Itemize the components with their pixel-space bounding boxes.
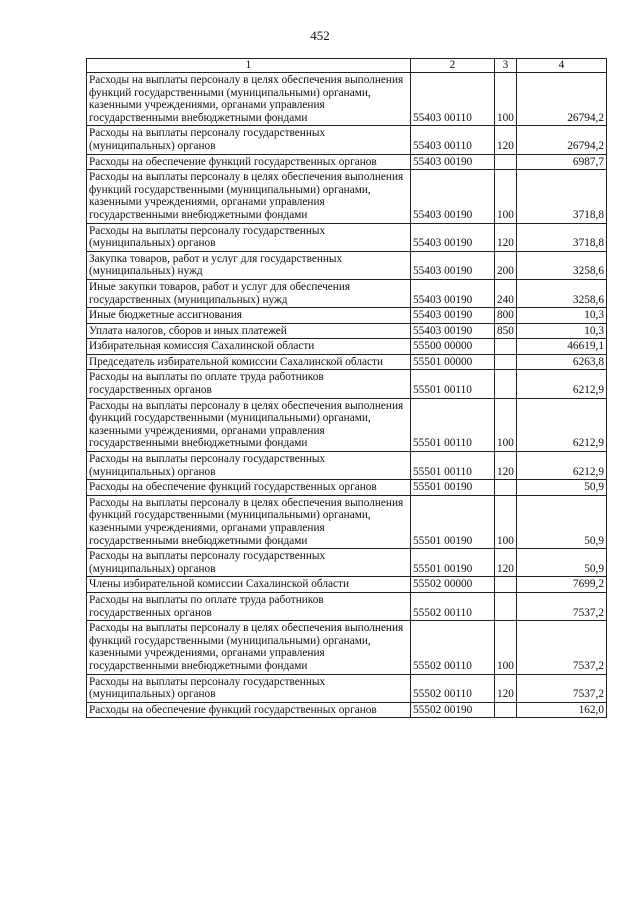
row-name: Председатель избирательной комиссии Сахалинской области <box>87 354 411 370</box>
row-expense-type: 200 <box>495 251 517 279</box>
row-expense-type <box>495 702 517 718</box>
table-row <box>87 398 607 451</box>
row-code: 55403 00190 <box>411 154 495 170</box>
row-amount: 46619,1 <box>517 339 607 355</box>
table-row <box>87 592 607 620</box>
row-name: Расходы на обеспечение функций государственных органов <box>87 702 411 718</box>
row-name: Расходы на выплаты по оплате труда работников государственных органов <box>87 592 411 620</box>
row-expense-type <box>495 480 517 496</box>
column-header-3: 3 <box>495 59 517 73</box>
row-name: Закупка товаров, работ и услуг для государственных (муниципальных) нужд <box>87 251 411 279</box>
row-code: 55501 00110 <box>411 370 495 398</box>
budget-table <box>86 58 607 718</box>
table-row <box>87 549 607 577</box>
table-row <box>87 279 607 307</box>
table-row <box>87 354 607 370</box>
row-code: 55403 00190 <box>411 170 495 223</box>
row-expense-type: 120 <box>495 549 517 577</box>
row-expense-type: 100 <box>495 398 517 451</box>
column-header-4: 4 <box>517 59 607 73</box>
row-name: Уплата налогов, сборов и иных платежей <box>87 323 411 339</box>
row-amount: 7537,2 <box>517 592 607 620</box>
row-code: 55500 00000 <box>411 339 495 355</box>
row-amount: 3258,6 <box>517 279 607 307</box>
page-number: 452 <box>310 28 330 43</box>
row-name: Расходы на выплаты персоналу государственных (муниципальных) органов <box>87 674 411 702</box>
row-code: 55501 00190 <box>411 549 495 577</box>
table-row <box>87 702 607 718</box>
row-code: 55403 00190 <box>411 308 495 324</box>
row-code: 55501 00000 <box>411 354 495 370</box>
row-amount: 6263,8 <box>517 354 607 370</box>
row-code: 55502 00190 <box>411 702 495 718</box>
row-name: Расходы на выплаты персоналу государственных (муниципальных) органов <box>87 452 411 480</box>
row-amount: 3258,6 <box>517 251 607 279</box>
table-header-row <box>87 59 607 73</box>
row-code: 55502 00000 <box>411 577 495 593</box>
row-expense-type <box>495 154 517 170</box>
table-row <box>87 126 607 154</box>
row-code: 55403 00190 <box>411 279 495 307</box>
row-amount: 50,9 <box>517 549 607 577</box>
table-row <box>87 370 607 398</box>
row-amount: 26794,2 <box>517 73 607 126</box>
row-expense-type <box>495 370 517 398</box>
row-amount: 10,3 <box>517 308 607 324</box>
row-expense-type <box>495 577 517 593</box>
row-code: 55501 00190 <box>411 495 495 548</box>
row-code: 55502 00110 <box>411 621 495 674</box>
row-expense-type: 100 <box>495 170 517 223</box>
row-amount: 6212,9 <box>517 398 607 451</box>
row-expense-type <box>495 339 517 355</box>
table-row <box>87 170 607 223</box>
row-amount: 26794,2 <box>517 126 607 154</box>
row-name: Расходы на выплаты персоналу в целях обеспечения выполнения функций государственными (муниципальными) органами, казенными учреждениями, органами управления государственными внебюджетными фондами <box>87 73 411 126</box>
row-name: Расходы на выплаты по оплате труда работников государственных органов <box>87 370 411 398</box>
row-name: Расходы на выплаты персоналу государственных (муниципальных) органов <box>87 549 411 577</box>
table-row <box>87 495 607 548</box>
table-row <box>87 674 607 702</box>
row-expense-type: 100 <box>495 73 517 126</box>
row-name: Избирательная комиссия Сахалинской области <box>87 339 411 355</box>
table-row <box>87 223 607 251</box>
row-amount: 3718,8 <box>517 170 607 223</box>
row-name: Расходы на выплаты персоналу в целях обеспечения выполнения функций государственными (муниципальными) органами, казенными учреждениями, органами управления государственными внебюджетными фондами <box>87 170 411 223</box>
row-amount: 162,0 <box>517 702 607 718</box>
row-name: Расходы на выплаты персоналу государственных (муниципальных) органов <box>87 126 411 154</box>
table-row <box>87 480 607 496</box>
row-amount: 7537,2 <box>517 621 607 674</box>
row-name: Расходы на выплаты персоналу государственных (муниципальных) органов <box>87 223 411 251</box>
row-amount: 10,3 <box>517 323 607 339</box>
table-row <box>87 308 607 324</box>
row-name: Иные закупки товаров, работ и услуг для обеспечения государственных (муниципальных) нужд <box>87 279 411 307</box>
row-code: 55403 00110 <box>411 73 495 126</box>
row-name: Расходы на обеспечение функций государственных органов <box>87 480 411 496</box>
row-name: Иные бюджетные ассигнования <box>87 308 411 324</box>
table-row <box>87 452 607 480</box>
row-amount: 6212,9 <box>517 452 607 480</box>
row-expense-type <box>495 354 517 370</box>
row-amount: 6987,7 <box>517 154 607 170</box>
row-name: Расходы на обеспечение функций государственных органов <box>87 154 411 170</box>
row-expense-type: 240 <box>495 279 517 307</box>
row-expense-type: 120 <box>495 126 517 154</box>
table-row <box>87 339 607 355</box>
table-row <box>87 73 607 126</box>
row-name: Члены избирательной комиссии Сахалинской области <box>87 577 411 593</box>
row-code: 55501 00190 <box>411 480 495 496</box>
row-code: 55502 00110 <box>411 592 495 620</box>
row-expense-type: 120 <box>495 674 517 702</box>
row-code: 55502 00110 <box>411 674 495 702</box>
row-expense-type: 120 <box>495 223 517 251</box>
column-header-1: 1 <box>87 59 411 73</box>
table-row <box>87 577 607 593</box>
row-expense-type: 800 <box>495 308 517 324</box>
row-amount: 6212,9 <box>517 370 607 398</box>
row-expense-type: 850 <box>495 323 517 339</box>
row-name: Расходы на выплаты персоналу в целях обеспечения выполнения функций государственными (муниципальными) органами, казенными учреждениями, органами управления государственными внебюджетными фондами <box>87 495 411 548</box>
table-row <box>87 251 607 279</box>
row-code: 55501 00110 <box>411 452 495 480</box>
table-row <box>87 621 607 674</box>
row-expense-type: 100 <box>495 495 517 548</box>
row-amount: 7699,2 <box>517 577 607 593</box>
column-header-2: 2 <box>411 59 495 73</box>
table-row <box>87 154 607 170</box>
row-code: 55403 00110 <box>411 126 495 154</box>
row-amount: 50,9 <box>517 480 607 496</box>
row-expense-type <box>495 592 517 620</box>
row-name: Расходы на выплаты персоналу в целях обеспечения выполнения функций государственными (муниципальными) органами, казенными учреждениями, органами управления государственными внебюджетными фондами <box>87 398 411 451</box>
row-code: 55403 00190 <box>411 323 495 339</box>
row-amount: 3718,8 <box>517 223 607 251</box>
row-expense-type: 100 <box>495 621 517 674</box>
row-code: 55403 00190 <box>411 251 495 279</box>
row-name: Расходы на выплаты персоналу в целях обеспечения выполнения функций государственными (муниципальными) органами, казенными учреждениями, органами управления государственными внебюджетными фондами <box>87 621 411 674</box>
row-code: 55501 00110 <box>411 398 495 451</box>
row-amount: 50,9 <box>517 495 607 548</box>
row-code: 55403 00190 <box>411 223 495 251</box>
row-expense-type: 120 <box>495 452 517 480</box>
table-row <box>87 323 607 339</box>
row-amount: 7537,2 <box>517 674 607 702</box>
table-body <box>87 73 607 718</box>
